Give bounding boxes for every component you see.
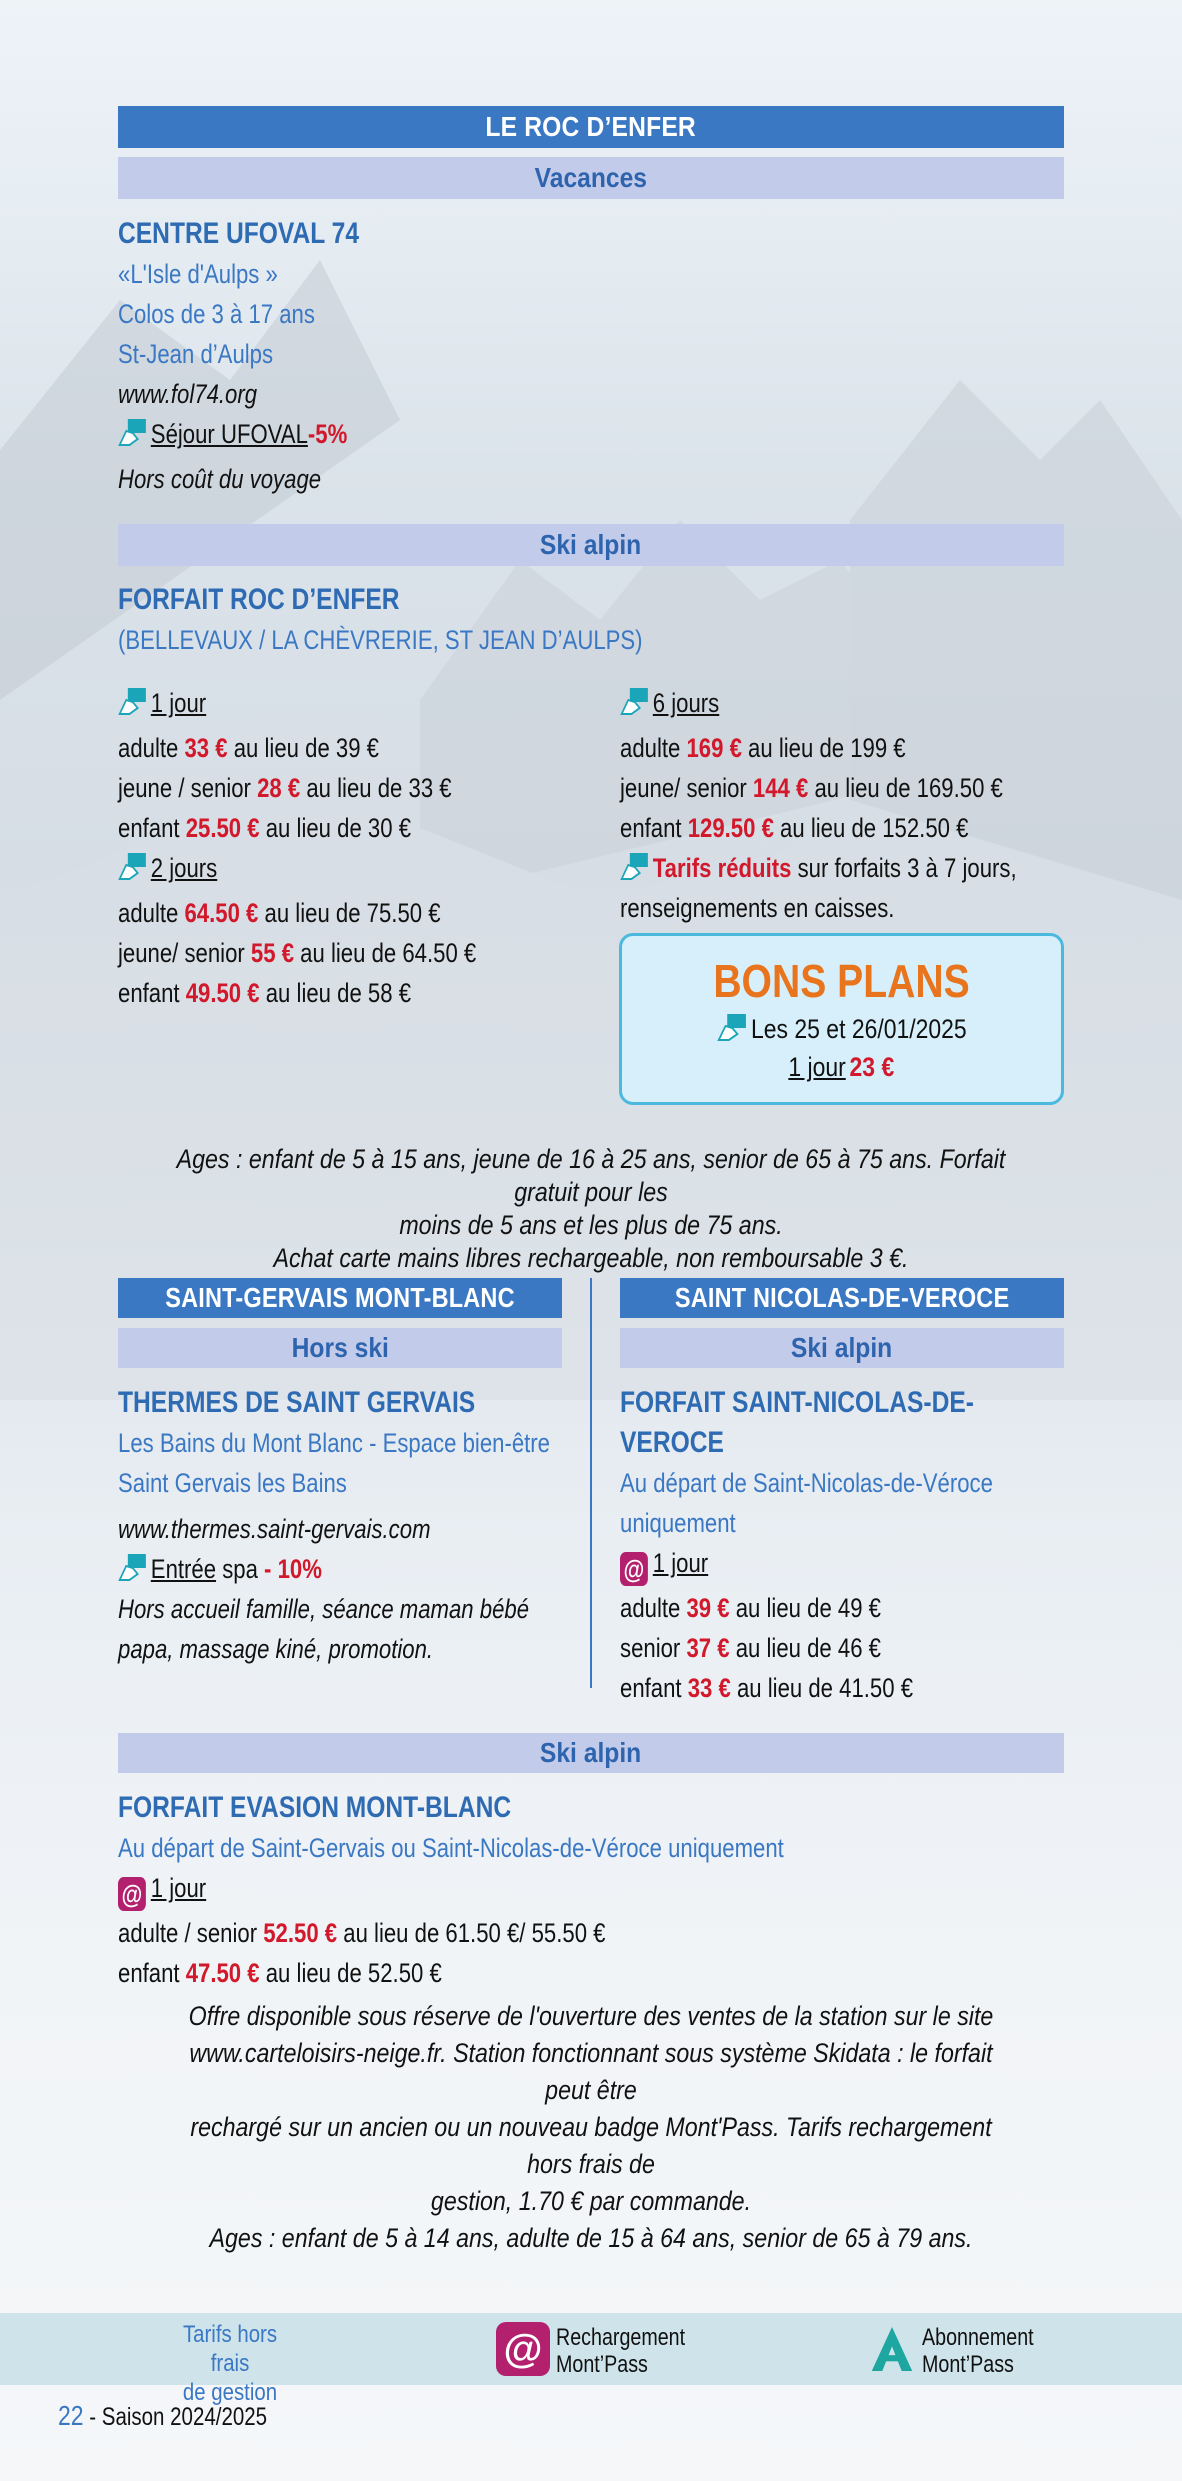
thermes-block [118,1383,578,1669]
price-row: adulte 169 € au lieu de 199 € [620,733,906,763]
roc-ages-note: Ages : enfant de 5 à 15 ans, jeune de 16 à 25 ans, senior de 65 à 75 ans. Forfait gratuit pour les moins de 5 ans et les plus de 75 ans. Achat carte mains libres rechargeable, non remboursable 3 €. [176,1144,1006,1273]
forfait-evasion-line1: Au départ de Saint-Gervais ou Saint-Nicolas-de-Véroce uniquement [118,1833,784,1863]
forfait-nicolas-line1: Au départ de Saint-Nicolas-de-Véroce [620,1468,993,1498]
section-header-saint-nicolas: SAINT NICOLAS-DE-VEROCE [620,1278,1064,1318]
page-footer [58,2400,267,2432]
subheader-hors-ski: Hors ski [118,1328,562,1368]
thermes-website[interactable]: www.thermes.saint-gervais.com [118,1514,431,1544]
hand-ticket-icon [118,417,148,449]
evasion-note: Offre disponible sous réserve de l'ouverture des ventes de la station sur le site www.carteloisirs-neige.fr. Station fonctionnant sous système Skidata : le forfait peut être rechargé sur un ancien ou un nouveau badge Mont'Pass. Tarifs rechargement hors frais de gestion, 1.70 € par commande. Ages : enfant de 5 à 14 ans, adulte de 15 à 64 ans, senior de 65 à 79 ans. [188,2001,994,2253]
season-label: - Saison 2024/2025 [83,2403,268,2431]
thermes-line1: Les Bains du Mont Blanc - Espace bien-être [118,1428,550,1458]
bons-plans-box [619,933,1064,1105]
thermes-title: THERMES DE SAINT GERVAIS [118,1386,476,1419]
ufoval-line3: St-Jean d’Aulps [118,339,274,369]
hand-ticket-icon [118,1552,148,1584]
price-row: adulte 64.50 € au lieu de 75.50 € [118,898,441,928]
forfait-nicolas-line2: uniquement [620,1508,736,1538]
thermes-note1: Hors accueil famille, séance maman bébé [118,1594,530,1624]
ufoval-line1: «L'Isle d'Aulps » [118,259,278,289]
subheader-vacances: Vacances [118,157,1064,199]
montpass-at-icon: @ [118,1877,146,1911]
nicolas-day-row: @ 1 jour [620,1543,984,1588]
forfait-roc-title: FORFAIT ROC D’ENFER [118,583,400,616]
ufoval-block [118,214,618,499]
forfait-nicolas-title2: VEROCE [620,1426,724,1459]
price-row: enfant 129.50 € au lieu de 152.50 € [620,813,969,843]
ufoval-line2: Colos de 3 à 17 ans [118,299,315,329]
forfait-roc-title-block [118,580,1018,660]
legend-abonnement: Abonnement Mont’Pass [870,2322,1070,2382]
forfait-roc-subtitle: (BELLEVAUX / LA CHÈVRERIE, ST JEAN D’AULPS) [118,625,643,655]
price-row: jeune / senior 28 € au lieu de 33 € [118,773,452,803]
bons-plans-title: BONS PLANS [713,955,970,1007]
price-row: enfant 49.50 € au lieu de 58 € [118,978,412,1008]
bons-plans-offer: 1 jour 23 € [788,1052,895,1082]
forfait-roc-left-column [118,683,598,1013]
price-row: adulte 33 € au lieu de 39 € [118,733,380,763]
forfait-nicolas-title1: FORFAIT SAINT-NICOLAS-DE- [620,1386,974,1419]
tarifs-reduits-row: Tarifs réduits sur forfaits 3 à 7 jours, [620,848,984,888]
ufoval-note: Hors coût du voyage [118,464,322,494]
hand-ticket-icon [118,686,148,718]
evasion-day-row: @ 1 jour [118,1868,894,1913]
legend-rechargement: @ Rechargement Mont’Pass [496,2322,736,2382]
montpass-at-icon: @ [620,1552,648,1586]
forfait-roc-right-column [620,683,1064,928]
subheader-ski-alpin-nicolas: Ski alpin [620,1328,1064,1368]
subheader-ski-alpin-roc: Ski alpin [118,524,1064,566]
price-row: jeune/ senior 144 € au lieu de 169.50 € [620,773,1003,803]
abonnement-a-icon [870,2322,914,2376]
day6-label-row: 6 jours [620,683,984,728]
section-header-roc-denfer: LE ROC D’ENFER [118,106,1064,148]
column-divider [590,1278,592,1688]
price-row: jeune/ senior 55 € au lieu de 64.50 € [118,938,477,968]
hand-ticket-icon [717,1012,748,1044]
hand-ticket-icon [620,851,650,883]
hand-ticket-icon [118,851,148,883]
day1-label-row: 1 jour [118,683,512,728]
price-row: enfant 47.50 € au lieu de 52.50 € [118,1958,442,1988]
thermes-line2: Saint Gervais les Bains [118,1468,347,1498]
price-row: adulte 39 € au lieu de 49 € [620,1593,882,1623]
price-row: enfant 25.50 € au lieu de 30 € [118,813,412,843]
legend-tarifs: Tarifs hors frais de gestion [182,2321,278,2406]
forfait-evasion-block [118,1788,1064,1993]
tarifs-reduits-line2: renseignements en caisses. [620,893,895,923]
bons-plans-dates: Les 25 et 26/01/2025 [622,1010,1061,1048]
thermes-offer: Entrée spa - 10% [118,1549,495,1589]
thermes-note2: papa, massage kiné, promotion. [118,1634,434,1664]
ufoval-title: CENTRE UFOVAL 74 [118,217,360,250]
forfait-nicolas-block [620,1383,1064,1708]
section-header-saint-gervais: SAINT-GERVAIS MONT-BLANC [118,1278,562,1318]
forfait-evasion-title: FORFAIT EVASION MONT-BLANC [118,1791,512,1824]
price-row: enfant 33 € au lieu de 41.50 € [620,1673,914,1703]
ufoval-offer: Séjour UFOVAL-5% [118,414,528,459]
page-number: 22 [58,2400,84,2431]
subheader-ski-alpin-evasion: Ski alpin [118,1733,1064,1773]
ufoval-website[interactable]: www.fol74.org [118,379,258,409]
montpass-at-icon: @ [496,2322,550,2376]
day2-label-row: 2 jours [118,848,512,893]
hand-ticket-icon [620,686,650,718]
price-row: senior 37 € au lieu de 46 € [620,1633,881,1663]
price-row: adulte / senior 52.50 € au lieu de 61.50 €/ 55.50 € [118,1918,606,1948]
